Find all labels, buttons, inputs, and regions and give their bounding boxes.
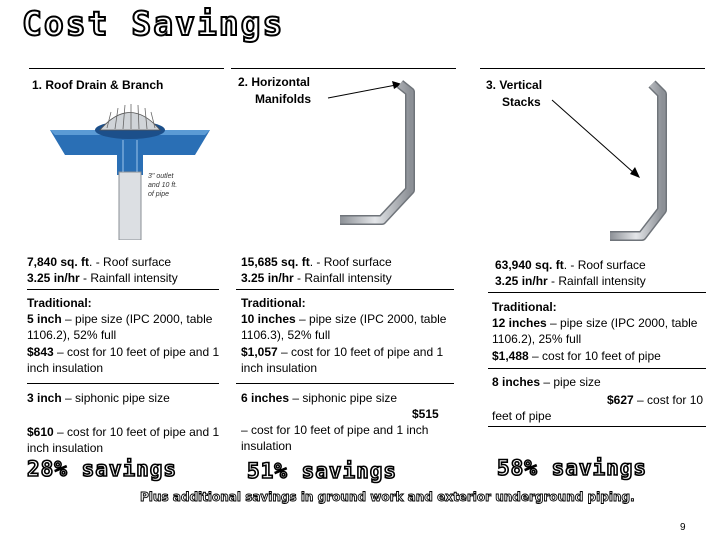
col2-divider-1 bbox=[236, 289, 454, 290]
col2-rainfall: 3.25 in/hr - Rainfall intensity bbox=[241, 271, 392, 285]
col1-traditional-label: Traditional: bbox=[27, 296, 92, 310]
col3-roof-surface: 63,940 sq. ft. - Roof surface bbox=[495, 258, 646, 272]
page-number: 9 bbox=[680, 522, 686, 533]
col3-trad-pipe: 12 inches – pipe size (IPC 2000, table 1106.2), 25% full bbox=[492, 316, 698, 346]
col3-pointer-line bbox=[552, 100, 634, 173]
col3-divider-1 bbox=[488, 292, 706, 293]
drain-pipe-shape bbox=[119, 172, 141, 240]
col1-savings: 28% savings bbox=[27, 457, 178, 481]
col1-rainfall: 3.25 in/hr - Rainfall intensity bbox=[27, 271, 178, 285]
footer-note: Plus additional savings in ground work and exterior underground piping. bbox=[140, 490, 635, 504]
roof-drain-image bbox=[45, 100, 215, 240]
col3-traditional-label: Traditional: bbox=[492, 300, 557, 314]
col1-trad-cost: $843 – cost for 10 feet of pipe and 1 inch insulation bbox=[27, 345, 220, 375]
col2-savings: 51% savings bbox=[247, 459, 398, 483]
col2-siphonic-cost-text: – cost for 10 feet of pipe and 1 inch insulation bbox=[241, 423, 429, 453]
col2-trad-pipe: 10 inches – pipe size (IPC 2000, table 1106.3), 52% full bbox=[241, 312, 447, 342]
col3-rainfall: 3.25 in/hr - Rainfall intensity bbox=[495, 274, 646, 288]
col2-traditional-label: Traditional: bbox=[241, 296, 306, 310]
col2-heading-line2: Manifolds bbox=[255, 92, 311, 106]
col1-siphonic-pipe: 3 inch – siphonic pipe size bbox=[27, 391, 170, 405]
vertical-stack-image bbox=[480, 70, 710, 250]
col1-trad-pipe: 5 inch – pipe size (IPC 2000, table 1106.2), 52% full bbox=[27, 312, 213, 342]
col1-siphonic-cost: $610 – cost for 10 feet of pipe and 1 inch insulation bbox=[27, 425, 220, 455]
col3-heading-line2: Stacks bbox=[502, 95, 541, 109]
col2-pointer-line bbox=[328, 85, 396, 98]
col2-trad-cost: $1,057 – cost for 10 feet of pipe and 1 inch insulation bbox=[241, 345, 444, 375]
col1-heading: 1. Roof Drain & Branch bbox=[32, 78, 164, 92]
col1-top-rule bbox=[29, 68, 224, 69]
col2-roof-surface: 15,685 sq. ft. - Roof surface bbox=[241, 255, 392, 269]
col2-siphonic-pipe: 6 inches – siphonic pipe size bbox=[241, 391, 398, 405]
col2-siphonic-cost-value: $515 bbox=[412, 407, 439, 421]
col3-divider-2 bbox=[488, 368, 706, 369]
col3-siphonic-pipe: 8 inches – pipe size bbox=[492, 375, 601, 389]
slide-title: Cost Savings bbox=[22, 4, 285, 43]
col1-divider-1 bbox=[27, 289, 219, 290]
drain-image-label: 3" outlet and 10 ft. of pipe bbox=[148, 173, 178, 198]
col3-siphonic-cost: $627 – cost for 10 feet of pipe bbox=[492, 393, 704, 423]
col2-divider-2 bbox=[236, 383, 454, 384]
stack-pipe-shape bbox=[610, 84, 662, 236]
col3-savings: 58% savings bbox=[497, 456, 648, 480]
horizontal-manifold-image bbox=[230, 70, 460, 250]
col3-trad-cost: $1,488 – cost for 10 feet of pipe bbox=[492, 349, 661, 363]
col2-top-rule bbox=[231, 68, 456, 69]
col3-heading-line1: 3. Vertical bbox=[486, 78, 543, 92]
col3-divider-3 bbox=[488, 426, 706, 427]
col1-roof-surface: 7,840 sq. ft. - Roof surface bbox=[27, 255, 172, 269]
col3-pointer-arrowhead bbox=[630, 167, 640, 178]
col3-top-rule bbox=[480, 68, 705, 69]
col1-divider-2 bbox=[27, 383, 219, 384]
col2-heading-line1: 2. Horizontal bbox=[238, 75, 311, 89]
